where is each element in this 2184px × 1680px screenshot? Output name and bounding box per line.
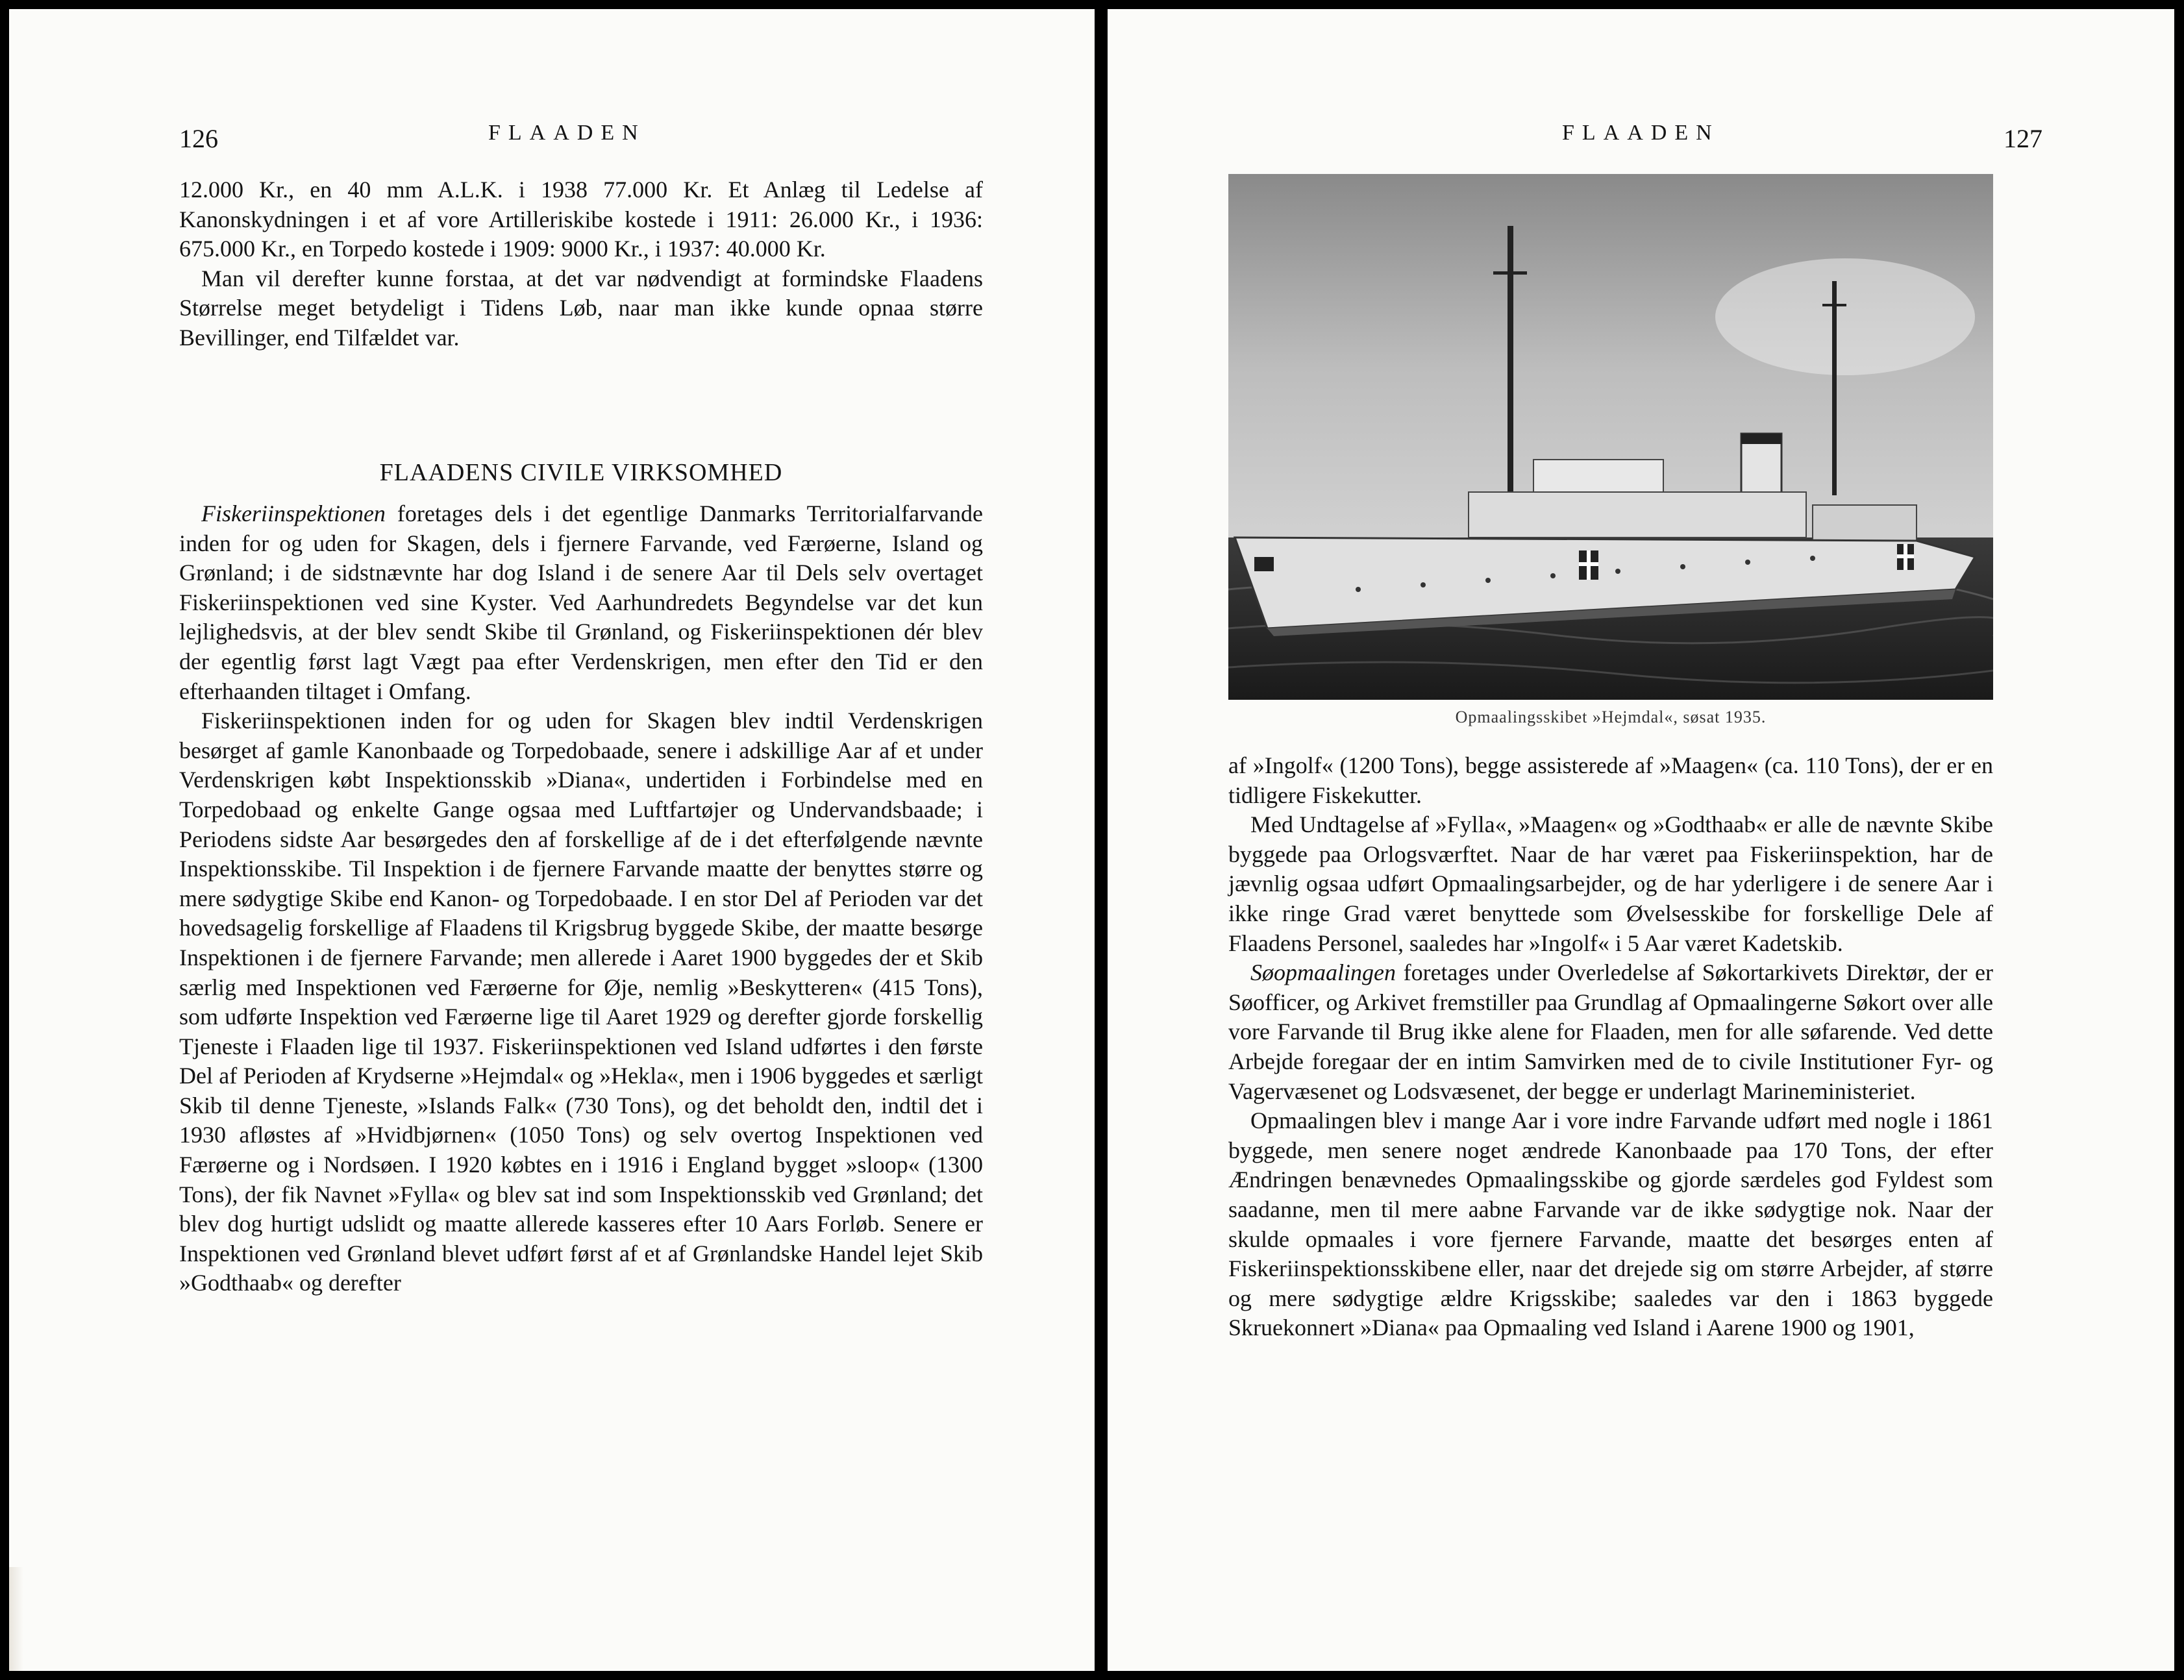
paragraph: Fiskeriinspektionen inden for og uden for Skagen blev indtil Verdenskrigen besørget af gamle Kanonbaade og Torpedobaade, senere i adskillige Aar af et under Verdenskrigen købt Inspektionsskib »Diana«, undertiden i Forbindelse med en Torpedobaad og enkelte Gange ogsaa med Luftfartøjer og Undervandsbaade; i Periodens sidste Aar besørgedes den af forskellige af de i det efterfølgende nævnte Inspektionsskibe. Til Inspektion i de fjernere Farvande maatte der benyttes større og mere sødygtige Skibe end Kanon- og Torpedobaade. I en stor Del af Perioden var det hovedsagelig forskellige af Flaadens til Krigsbrug byggede Skibe, der maatte besørge Inspektionen i de fjernere Farvande; men allerede i Aaret 1900 byggedes der et Skib særlig med Inspektionen ved Færøerne for Øje, nemlig »Beskytteren« (415 Tons), som udførte Inspektion ved Færøerne lige til Aaret 1929 og derefter gjorde forskellig Tjeneste i Flaaden lige til 1937. Fiskeriinspektionen ved Island udførtes i den første Del af Perioden af Krydserne »Hejmdal« og »Hekla«, men i 1906 byggedes et særligt Skib til denne Tjeneste, »Islands Falk« (730 Tons), og det beholdt den, indtil det i 1930 afløstes af »Hvidbjørnen« (1050 Tons) og selv overtog Inspektionen ved Færøerne og i Nordsøen. I 1920 købtes en i 1916 i England bygget »sloop« (1300 Tons), der fik Navnet »Fylla« og blev sat ind som Inspektionsskib ved Grønland; det blev dog hurtigt udslidt og maatte allerede kasseres efter 10 Aars Forløb. Senere er Inspektionen ved Grønland blevet udført først af et af Grønlandske Handel lejet Skib »Godthaab« og derefter [179,708,983,1296]
paragraph-text: foretages dels i det egentlige Danmarks Territorialfarvande inden for og uden for Skagen, dels i fjernere Farvande, ved Færøerne, Island og Grønland; i de sidstnævnte har dog Island i de senere Aar til Dels selv overtaget Fiskeriinspektionen ved sine Kyster. Ved Aarhundredets Begyndelse var det kun lejlighedsvis, at der blev sendt Skibe til Grønland, og Fiskeriinspektionen dér blev der egentlig først lagt Vægt paa efter Verdenskrigen, men efter den Tid er den efterhaanden tiltaget i Omfang. [179,500,983,704]
italic-term: Fiskeriinspektionen [201,500,386,526]
paragraph [179,499,983,706]
running-head: FLAADEN [1562,121,1720,145]
body-text [1228,751,1993,1343]
page-number: 126 [179,124,218,153]
body-text [179,499,983,1298]
photo-caption: Opmaalingsskibet »Hejmdal«, søsat 1935. [1455,708,1767,726]
paragraph: af »Ingolf« (1200 Tons), begge assisterede af »Maagen« (ca. 110 Tons), der er en tidligere Fiskekutter. [1228,752,1993,808]
italic-term: Søopmaalingen [1250,959,1396,986]
left-page [9,9,1095,1671]
page-edge-shadow [9,1567,23,1671]
paragraph: Man vil derefter kunne forstaa, at det var nødvendigt at formindske Flaadens Størrelse meget betydeligt i Tidens Løb, naar man ikke kunde opnaa større Bevillinger, end Tilfældet var. [179,265,983,351]
ship-illustration [1228,174,1993,700]
page-number: 127 [2004,124,2042,153]
paragraph: 12.000 Kr., en 40 mm A.L.K. i 1938 77.000 Kr. Et Anlæg til Ledelse af Kanonskydningen i et af vore Artilleriskibe kostede i 1911: 26.000 Kr., i 1936: 675.000 Kr., en Torpedo kostede i 1909: 9000 Kr., i 1937: 40.000 Kr. [179,177,983,262]
running-head: FLAADEN [488,121,646,145]
ship-photograph [1228,174,1993,700]
right-page [1108,9,2174,1671]
paragraph: Med Undtagelse af »Fylla«, »Maagen« og »Godthaab« er alle de nævnte Skibe byggede paa Orlogsværftet. Naar de har været paa Fiskeriinspektion, har de jævnlig ogsaa udført Opmaalingsarbejder, og de har yderligere i de senere Aar i ikke ringe Grad været benyttede som Øvelsesskibe for forskellige Dele af Flaadens Personel, saaledes har »Ingolf« i 5 Aar været Kadetskib. [1228,811,1993,956]
paragraph [1228,958,1993,1106]
intro-text [179,175,983,353]
section-heading: FLAADENS CIVILE VIRKSOMHED [379,459,783,486]
paragraph: Opmaalingen blev i mange Aar i vore indre Farvande udført med nogle i 1861 byggede, men senere noget ændrede Kanonbaade paa 170 Tons, der efter Ændringen benævnedes Opmaalingsskibe og gjorde særdeles god Fyldest som saadanne, men til mere aabne Farvande var de ikke sødygtige nok. Naar der skulde opmaales i vore fjernere Farvande, maatte det besørges enten af Fiskeriinspektionsskibene eller, naar det drejede sig om større Arbejder, af større og mere sødygtige ældre Krigsskibe; saaledes var den i 1863 byggede Skruekonnert »Diana« paa Opmaaling ved Island i Aarene 1900 og 1901, [1228,1107,1993,1341]
paragraph-text: foretages under Overledelse af Søkortarkivets Direktør, der er Søofficer, og Arkivet fremstiller paa Grundlag af Opmaalingerne Søkort over alle vore Farvande til Brug ikke alene for Flaaden, men for alle søfarende. Ved dette Arbejde foregaar der en intim Samvirken med de to civile Institutioner Fyr- og Vagervæsenet og Lodsvæsenet, der begge er underlagt Marineministeriet. [1228,959,1993,1104]
